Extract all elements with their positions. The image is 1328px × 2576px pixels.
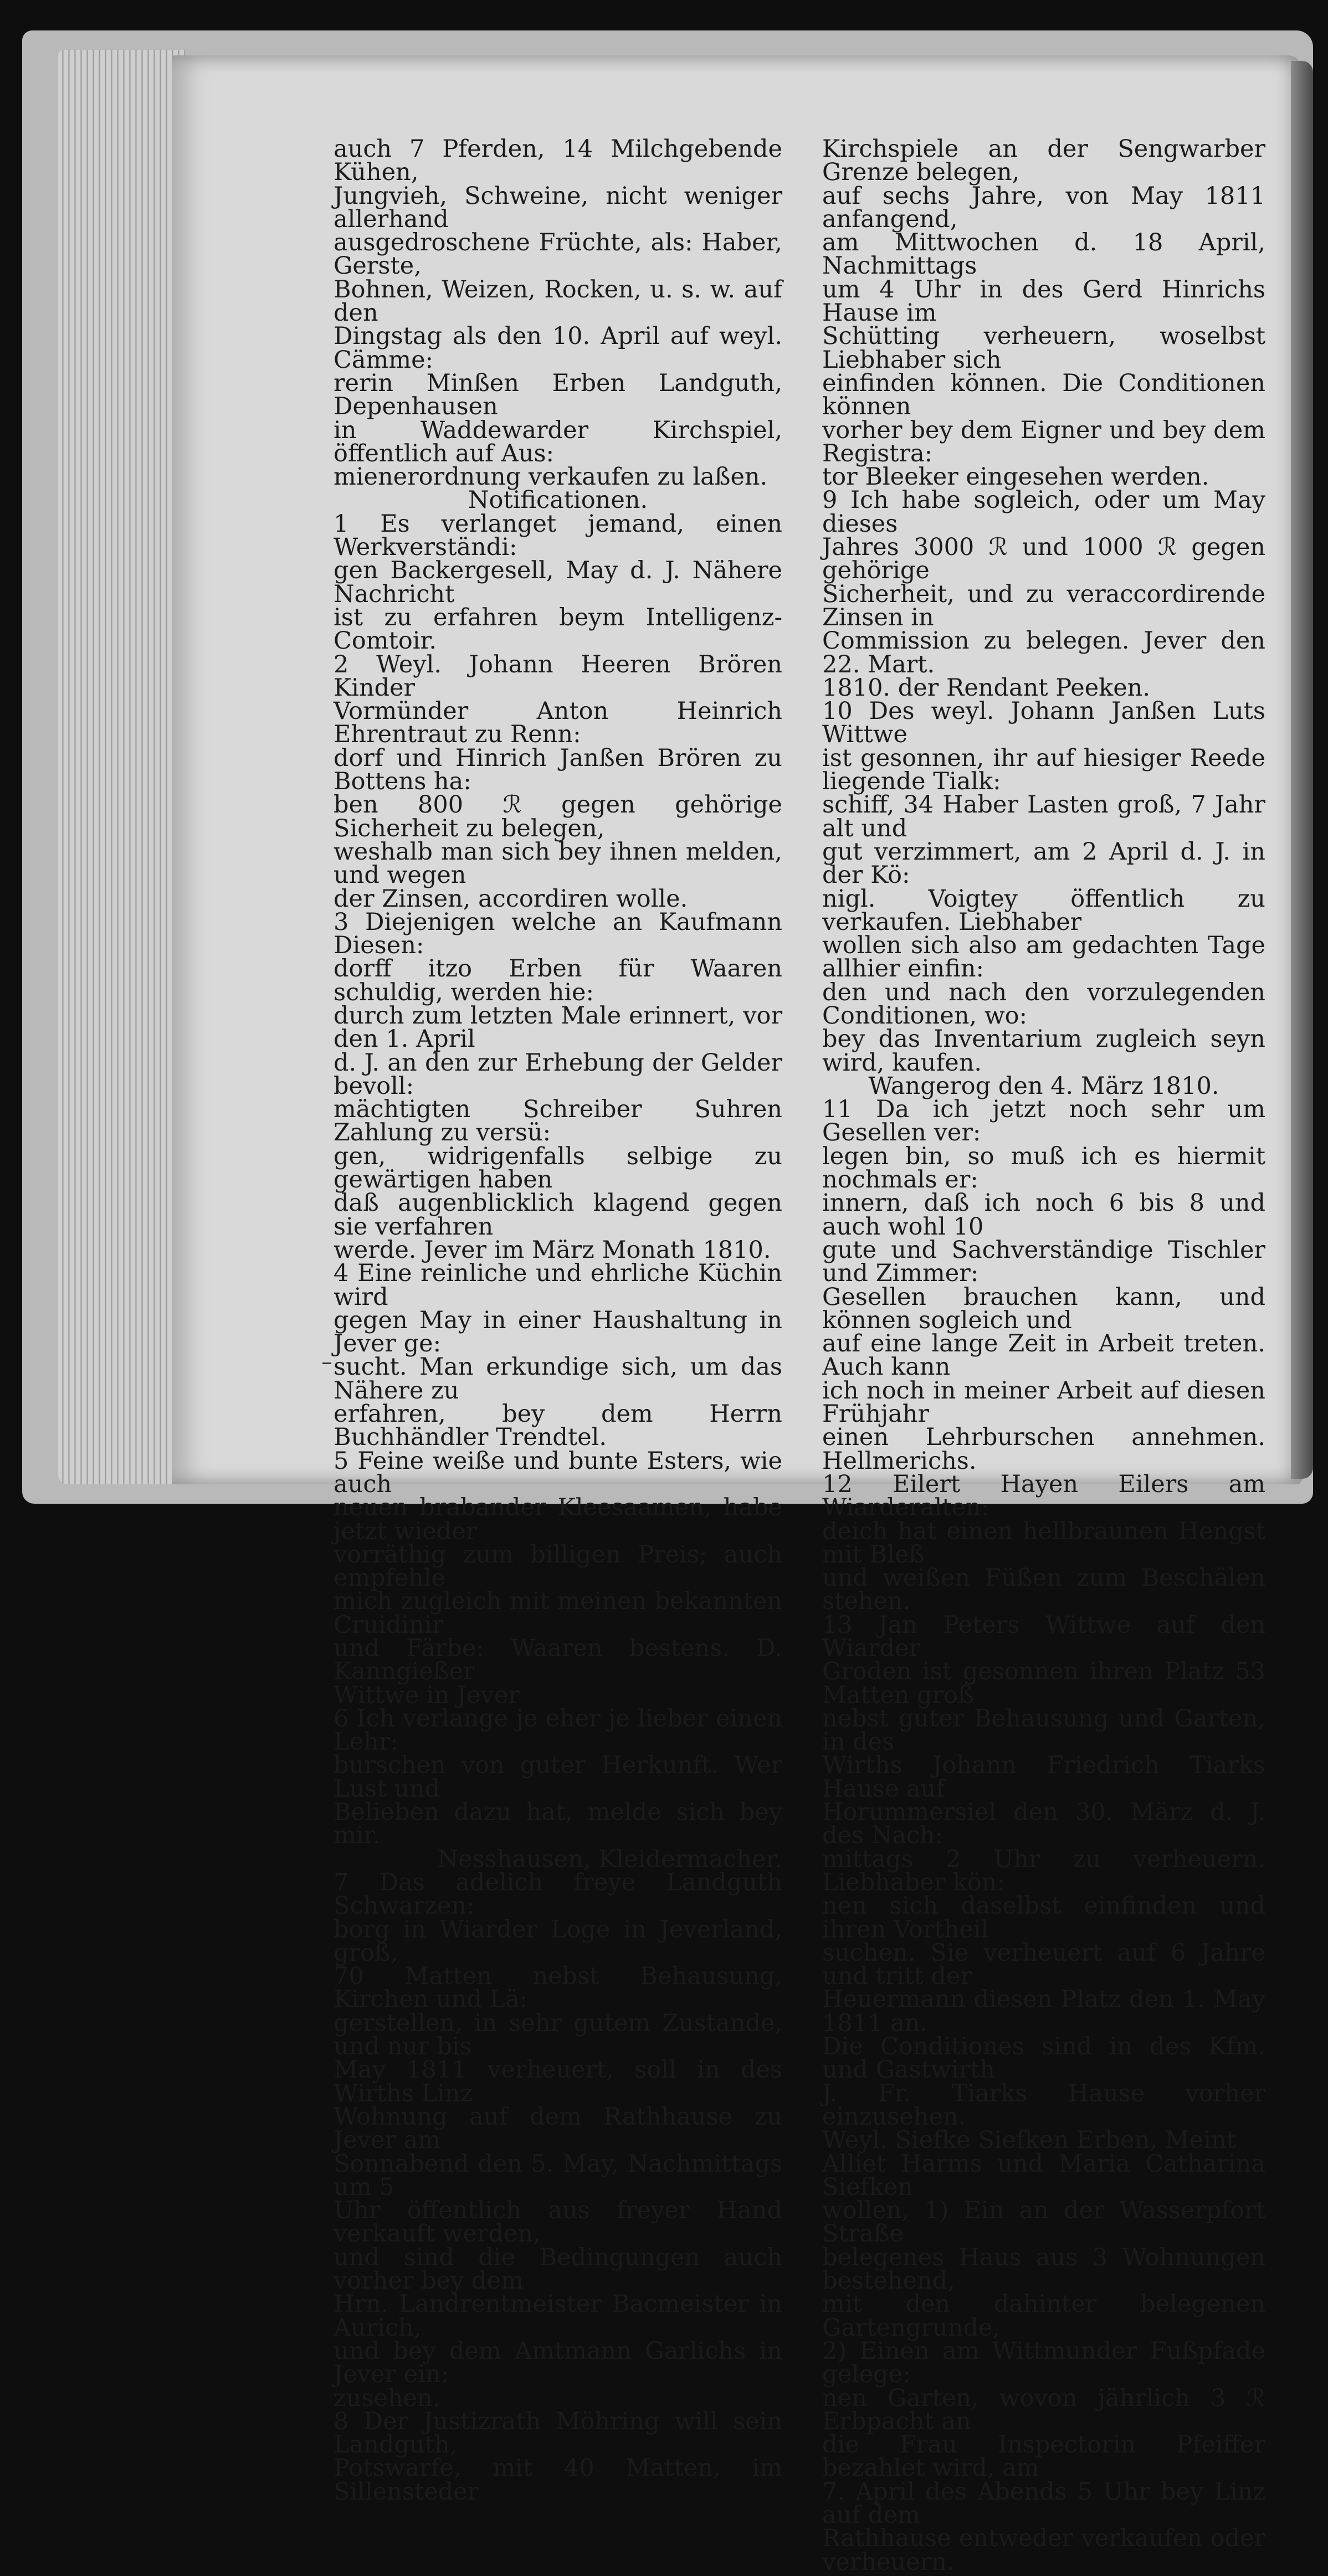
notice-6-signature: Nesshausen, Kleidermacher. <box>437 1845 782 1873</box>
notice-2: 2 Weyl. Johann Heeren Brören Kinder Vormünder Anton Heinrich Ehrentraut zu Renn: dorf und Hinrich Janßen Brören zu Bottens ha: ben 800 ℛ gegen gehörige Sicherheit zu belegen, weshalb man sich bey ihnen melden, und wegen der Zinsen, accordiren wolle. <box>334 650 782 913</box>
page-stack-edges <box>58 50 186 1484</box>
notice-13: 13 Jan Peters Wittwe auf den Wiarder Groden ist gesonnen ihren Platz 53 Matten groß nebst guter Behausung und Garten, in des Wirths Johann Friedrich Tiarks Hause auf Horummersiel den 30. März d. J. des Nach: mittags 2 Uhr zu verheuern. Liebhaber kön: nen sich daselbst einfinden und ihren Vortheil suchen. Sie verheuert auf 6 Jahre und tritt der Heuermann diesen Platz den 1. May 1811 an. Die Conditiones sind in des Kfm. und Gastwirth J. Fr. Tiarks Hause vorher einzusehen. <box>822 1611 1265 2131</box>
notice-9: 9 Ich habe sogleich, oder um May dieses Jahres 3000 ℛ und 1000 ℛ gegen gehörige Sicherheit, und zu veraccordirende Zinsen in Commission zu belegen. Jever den 22. Mart. 1810. der Rendant Peeken. <box>822 486 1265 702</box>
notice-6: 6 Ich verlange je eher je lieber einen Lehr: burschen von guter Herkunft. Wer Lust und Belieben dazu hat, melde sich bey mir. <box>334 1704 782 1850</box>
notice-10: 10 Des weyl. Johann Janßen Luts Wittwe ist gesonnen, ihr auf hiesiger Reede liegende Tialk: schiff, 34 Haber Lasten groß, 7 Jahr alt und gut verzimmert, am 2 April d. J. in der Kö: nigl. Voigtey öffentlich zu verkaufen. Liebhaber wollen sich also am gedachten Tage allhier einfin: den und nach den vorzulegenden Conditionen, wo: bey das Inventarium zugleich seyn wird, kaufen. <box>822 697 1265 1077</box>
notice-4: 4 Eine reinliche und ehrliche Küchin wird gegen May in einer Haushaltung in Jever ge: sucht. Man erkundige sich, um das Nähere zu erfahren, bey dem Herrn Buchhändler Trendtel. <box>334 1259 782 1452</box>
right-text-column <box>822 135 1265 2576</box>
notice-1: 1 Es verlanget jemand, einen Werkverständi: gen Backergesell, May d. J. Nähere Nachricht ist zu erfahren beym Intelligenz-Comtoir. <box>334 510 782 655</box>
notice-8: 8 Der Justizrath Möhring will sein Landguth, Potswarfe, mit 40 Matten, im Sillensteder <box>334 2407 782 2506</box>
notice-siefken-heirs: Weyl. Siefke Siefken Erben, Meint Alliet Harms und Maria Catharina Siefken wollen, 1) Ein an der Wasserpfort Straße belegenes Haus aus 3 Wohnungen bestehend, mit den dahinter belegenen Gartengrunde, <box>822 2126 1265 2342</box>
notice-11: 11 Da ich jetzt noch sehr um Gesellen ver: legen bin, so muß ich es hiermit nochmals er: innern, daß ich noch 6 bis 8 und auch wohl 10 gute und Sachverständige Tischler und Zimmer: Gesellen brauchen kann, und können sogleich und auf eine lange Zeit in Arbeit treten. Auch kann ich noch in meiner Arbeit auf diesen Frühjahr einen Lehrburschen annehmen. Hellmerichs. <box>822 1096 1265 1475</box>
notice-3: 3 Diejenigen welche an Kaufmann Diesen: dorff itzo Erben für Waaren schuldig, werden hie: durch zum letzten Male erinnert, vor den 1. April d. J. an den zur Erhebung der Gelder bevoll: mächtigten Schreiber Suhren Zahlung zu versü: gen, widrigenfalls selbige zu gewärtigen haben daß augenblicklich klagend gegen sie verfahren werde. Jever im März Monath 1810. <box>334 908 782 1264</box>
section-heading-notificationen: Notificationen. <box>468 486 648 515</box>
notice-siefken-heirs-garden: 2) Einen am Wittmunder Fußpfade gelege: nen Garten, wovon jährlich 3 ℛ Erbpacht an die Frau Inspectorin Pfeiffer bezahlet wird, am 7. April des Abends 5 Uhr bey Linz auf dem Rathhause entweder verkaufen oder verheuern. <box>822 2337 1265 2576</box>
left-text-column <box>334 135 782 2506</box>
right-page-edge <box>1291 61 1313 1479</box>
margin-mark <box>322 1362 331 1364</box>
notice-7: 7 Das adelich freye Landguth Schwarzen: borg in Wiarder Loge in Jeverland, groß, 70 Matten nebst Behausung, Kirchen und Lä: gerstellen, in sehr gutem Zustande, und nur bis May 1811 verheuert, soll in des Wirths Linz Wohnung auf dem Rathhause zu Jever am Sonnabend den 5. May, Nachmittags um 5 Uhr öffentlich aus freyer Hand verkauft werden, und sind die Bedingungen auch vorher bey dem Hrn. Landrentmeister Bacmeister in Aurich, und bey dem Amtmann Garlichs in Jever ein: zusehen. <box>334 1868 782 2412</box>
notice-12: 12 Eilert Hayen Eilers am Wiarderalten: deich hat einen hellbraunen Hengst mit Bleß und weißen Füßen zum Beschälen stehen. <box>822 1470 1265 1616</box>
notice-10-signature: Wangerog den 4. März 1810. <box>868 1072 1219 1100</box>
paragraph-livestock-auction: auch 7 Pferden, 14 Milchgebende Kühen, Jungvieh, Schweine, nicht weniger allerhand ausgedroschene Früchte, als: Haber, Gerste, Bohnen, Weizen, Rocken, u. s. w. auf den Dingstag als den 10. April auf weyl. Cämme: rerin Minßen Erben Landguth, Depenhausen in Waddewarder Kirchspiel, öffentlich auf Aus: mienerordnung verkaufen zu laßen. <box>334 135 782 491</box>
notice-8-continued: Kirchspiele an der Sengwarber Grenze belegen, auf sechs Jahre, von May 1811 anfangend, am Mittwochen d. 18 April, Nachmittags um 4 Uhr in des Gerd Hinrichs Hause im Schütting verheuern, woselbst Liebhaber sich einfinden können. Die Conditionen können vorher bey dem Eigner und bey dem Registra: tor Bleeker eingesehen werden. <box>822 135 1265 491</box>
notice-5: 5 Feine weiße und bunte Esters, wie auch neuen brabander Kleesaamen, habe jetzt wieder vorräthig zum billigen Preis; auch empfehle mich zugleich mit meinen bekannten Cruidinir und Färbe: Waaren bestens. D. Kanngießer Wittwe in Jever <box>334 1447 782 1709</box>
